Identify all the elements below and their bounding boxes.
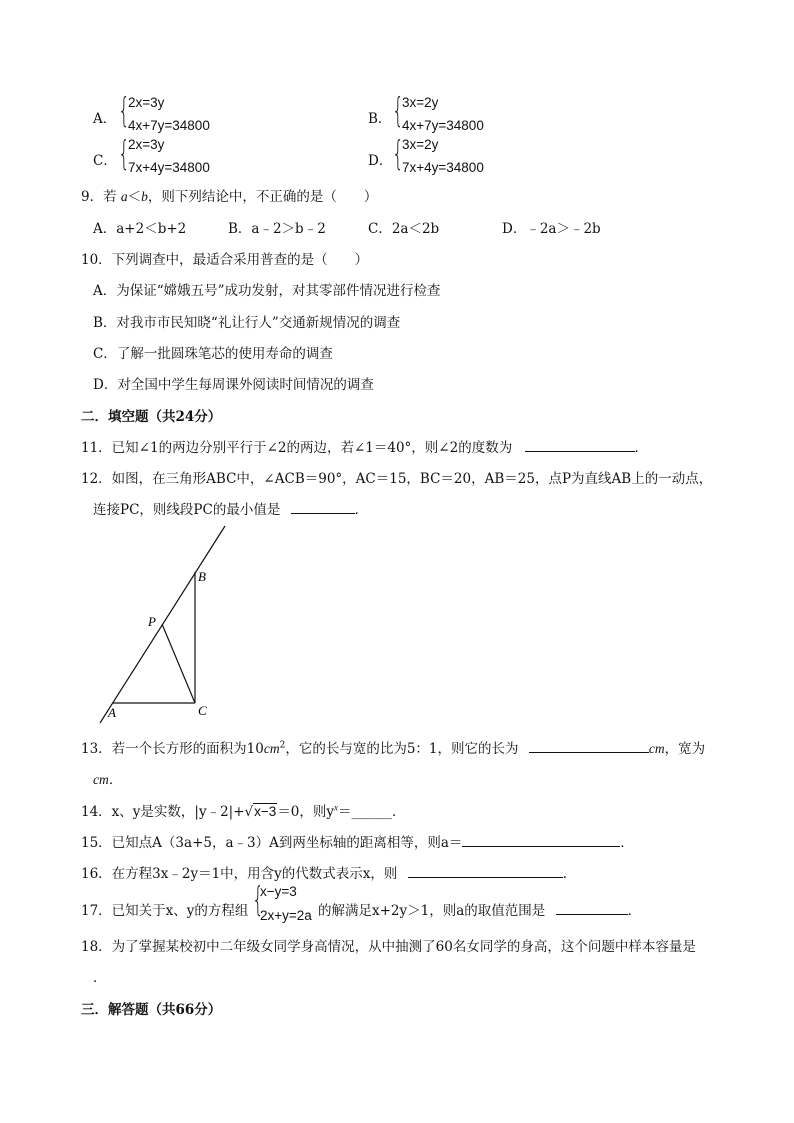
question-14	[81, 800, 406, 820]
triangle-figure	[95, 520, 235, 730]
q9-option-d: D．﹣2a＞﹣2b	[502, 221, 601, 237]
superscript-x: x	[334, 802, 339, 813]
q13-mid: ，它的长与宽的比为5：1，则它的长为	[285, 741, 519, 757]
question-11: 11．已知∠1的两边分别平行于∠2的两边，若∠1＝40°，则∠2的度数为 ．	[81, 440, 649, 456]
brace-icon: {	[118, 91, 130, 131]
label-c: C	[198, 703, 207, 718]
equation: 3x=2y	[402, 137, 439, 152]
equation: 3x=2y	[402, 95, 439, 110]
brace-icon: {	[118, 134, 130, 174]
q10-option-c: C．了解一批圆珠笔芯的使用寿命的调查	[93, 346, 333, 362]
question-17-pre: 17．已知关于x、y的方程组	[81, 903, 249, 919]
answer-blank[interactable]	[462, 834, 620, 847]
q14-tail: ＝______．	[338, 804, 406, 820]
q9-option-b: B．a﹣2＞b﹣2	[228, 221, 326, 237]
answer-blank[interactable]	[525, 439, 635, 452]
q15-text: 15．已知点A（3a+5，a﹣3）A到两坐标轴的距离相等，则a＝	[81, 835, 463, 851]
answer-blank-length[interactable]	[529, 740, 649, 753]
brace-icon: {	[252, 880, 264, 920]
label-b: B	[198, 569, 206, 584]
q11-text: 11．已知∠1的两边分别平行于∠2的两边，若∠1＝40°，则∠2的度数为	[81, 440, 513, 456]
equation: 2x=3y	[128, 137, 165, 152]
question-9-stem	[81, 185, 377, 205]
brace-icon: {	[392, 91, 404, 131]
answer-blank[interactable]	[291, 501, 355, 514]
option-label: B．	[368, 111, 392, 127]
var-a: a	[120, 189, 128, 204]
equation: 2x=3y	[128, 95, 165, 110]
option-label: D．	[368, 153, 393, 169]
segment-pc	[162, 624, 195, 703]
q10-option-a: A．为保证“嫦娥五号”成功发射，对其零部件情况进行检查	[93, 283, 441, 299]
q10-option-b: B．对我市市民知晓“礼让行人”交通新规情况的调查	[93, 315, 401, 331]
q13-pre: 13．若一个长方形的面积为10	[81, 741, 264, 757]
question-13-line2: cm．	[93, 772, 123, 787]
q9-post: ，则下列结论中，不正确的是（ ）	[147, 189, 378, 205]
label-a: A	[108, 705, 116, 720]
question-16: 16．在方程3x﹣2y＝1中，用含y的代数式表示x，则 ．	[81, 866, 577, 882]
brace-icon: {	[392, 134, 404, 174]
var-b: b	[141, 189, 148, 204]
superscript-2: 2	[279, 740, 286, 751]
sqrt-icon: √	[244, 804, 254, 820]
unit-cm: cm	[648, 741, 665, 756]
q12-text: 连接PC，则线段PC的最小值是	[93, 502, 281, 518]
option-label: A．	[93, 111, 117, 127]
unit-cm: cm	[263, 741, 280, 756]
answer-blank[interactable]	[408, 865, 563, 878]
equation: 7x+4y=34800	[128, 160, 210, 175]
question-12-line1: 12．如图，在三角形ABC中，∠ACB＝90°，AC＝15，BC＝20，AB＝25，点P为直线AB上的一动点，	[81, 471, 713, 487]
equation: x−y=3	[260, 884, 297, 899]
sqrt-radicand: x−3	[254, 804, 277, 819]
label-p: P	[148, 614, 156, 629]
section-heading-fill-in: 二．填空题（共24分）	[81, 409, 222, 425]
question-12-line2: 连接PC，则线段PC的最小值是 ．	[93, 502, 369, 518]
q13-post: ，宽为	[664, 741, 706, 757]
equation: 4x+7y=34800	[402, 118, 484, 133]
option-label: C．	[93, 153, 117, 169]
q9-pre: 9．若	[81, 189, 121, 205]
q14-pre: 14．x、y是实数，|y﹣2|+	[81, 804, 245, 820]
q10-option-d: D．对全国中学生每周课外阅读时间情况的调查	[93, 377, 374, 393]
equation: 2x+y=2a	[260, 908, 312, 923]
q16-text: 16．在方程3x﹣2y＝1中，用含y的代数式表示x，则	[81, 866, 398, 882]
equation: 4x+7y=34800	[128, 118, 210, 133]
q17-post: 的解满足x+2y＞1，则a的取值范围是	[318, 903, 546, 919]
section-heading-solve: 三．解答题（共66分）	[81, 1002, 222, 1018]
question-18-line1: 18．为了掌握某校初中二年级女同学身高情况，从中抽测了60名女同学的身高，这个问题中样本容量是	[81, 939, 696, 955]
equation: 7x+4y=34800	[402, 160, 484, 175]
question-17-post: 的解满足x+2y＞1，则a的取值范围是 ．	[318, 903, 642, 919]
answer-blank[interactable]	[556, 902, 628, 915]
q9-option-c: C．2a＜2b	[368, 221, 440, 237]
question-10-stem: 10．下列调查中，最适合采用普查的是（ ）	[81, 252, 369, 268]
question-13-line1	[81, 737, 705, 757]
q14-post: ＝0，则y	[277, 804, 335, 820]
question-18-line2: ．	[93, 970, 107, 986]
q9-option-a: A．a+2＜b+2	[93, 221, 187, 237]
less-than: ＜	[127, 189, 142, 205]
question-15: 15．已知点A（3a+5，a﹣3）A到两坐标轴的距离相等，则a＝ ．	[81, 835, 634, 851]
